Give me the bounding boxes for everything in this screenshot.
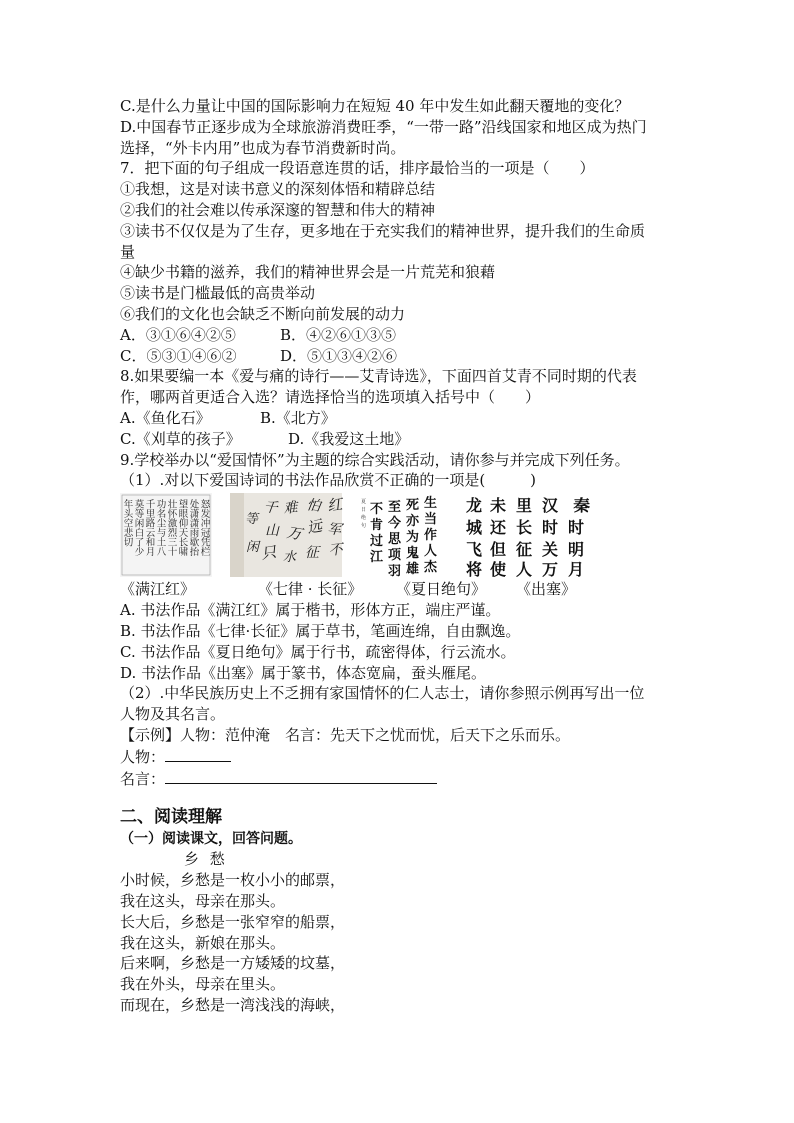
poem-line-4: 我在这头，新娘在那头。 [120,933,286,952]
poem-line-1: 小时候，乡愁是一枚小小的邮票， [120,871,346,890]
caption-chusai: 《出塞》 [516,580,577,599]
svg-text:生: 生 [424,496,438,512]
svg-text:远: 远 [305,516,324,538]
svg-text:人: 人 [424,544,438,560]
svg-text:时: 时 [568,518,585,538]
svg-text:难: 难 [282,499,299,518]
svg-text:长: 长 [516,518,533,538]
calligraphy-xiari-jueju-image [360,493,444,580]
svg-text:秦: 秦 [573,496,591,516]
q6-option-c: C.是什么力量让中国的国际影响力在短短 40 年中发生如此翻天覆地的变化？ [120,97,630,115]
svg-text:当: 当 [424,512,438,528]
caption-manjianghong: 《满江红》 [120,580,196,599]
q6-option-d-line2: 选择，“外卡内用”也成为春节消费新时尚。 [120,138,406,157]
svg-text:莫等闲白了少: 莫等闲白了少 [132,499,144,557]
svg-text:年头空悲切: 年头空悲切 [121,499,133,547]
svg-text:明: 明 [568,540,585,560]
q7-item-1: ①我想，这是对读书意义的深刻体悟和精辟总结 [120,180,436,199]
svg-text:亦: 亦 [406,514,420,530]
svg-text:里: 里 [516,496,533,516]
poem-line-5: 后来啊，乡愁是一方矮矮的坟墓， [120,954,346,973]
svg-text:江: 江 [370,550,384,566]
svg-text:为: 为 [406,530,420,546]
svg-text:人: 人 [516,560,533,580]
poem-title: 乡 愁 [184,850,228,869]
document-page [120,96,680,1016]
svg-text:万: 万 [285,523,304,544]
svg-text:只: 只 [259,542,278,564]
svg-text:作: 作 [424,528,438,544]
q7-item-4: ④缺少书籍的滋养，我们的精神世界会是一片荒芜和狼藉 [120,263,496,282]
svg-text:至: 至 [388,500,402,516]
q7-options-cd [120,346,680,367]
svg-text:千: 千 [262,499,279,517]
q9-sub2-line2: 人物及其名言。 [120,705,226,724]
svg-text:未: 未 [490,496,507,516]
svg-text:龙: 龙 [466,496,483,516]
svg-text:闲: 闲 [246,540,260,556]
svg-text:壮怀激烈三十: 壮怀激烈三十 [165,499,177,557]
caption-qilv-changzheng: 《七律 · 长征》 [258,580,363,599]
q7-stem: 7．把下面的句子组成一段语意连贯的话，排序最恰当的一项是（ ） [120,159,595,178]
q8-option-a: A.《鱼化石》 [120,408,211,427]
q8-option-d: D.《我爱这土地》 [288,429,410,448]
svg-text:处潇潇雨歇抬: 处潇潇雨歇抬 [187,499,199,557]
svg-text:句: 句 [361,523,367,530]
svg-text:雄: 雄 [406,562,420,578]
q9-option-b: B. 书法作品《七律·长征》属于草书，笔画连绵，自由飘逸。 [120,621,521,640]
svg-text:征: 征 [516,540,533,560]
svg-text:万: 万 [542,560,559,580]
calligraphy-qilv-changzheng-image [230,493,342,577]
svg-text:不: 不 [370,502,384,518]
svg-text:思: 思 [388,532,402,548]
svg-text:杰: 杰 [424,560,438,576]
svg-text:过: 过 [370,534,384,550]
q7-option-b: B．④②⑥①③⑤ [280,325,397,344]
q8-options-ab [120,408,680,429]
q8-option-b: B.《北方》 [260,408,336,427]
svg-text:时: 时 [542,518,559,538]
poem-line-2: 我在这头，母亲在那头。 [120,891,286,910]
svg-text:将: 将 [466,560,483,580]
svg-text:功名尘与土八: 功名尘与土八 [154,499,166,557]
quote-answer-blank[interactable] [165,768,437,784]
person-answer-row [120,746,680,768]
svg-text:飞: 飞 [466,540,483,560]
svg-text:军: 军 [326,521,343,539]
q9-example: 【示例】人物：范仲淹 名言：先天下之忧而忧，后天下之乐而乐。 [120,725,571,744]
svg-text:望眼仰天长啸: 望眼仰天长啸 [176,499,188,557]
q9-stem: 9.学校举办以“爱国情怀”为主题的综合实践活动，请你参与并完成下列任务。 [120,450,630,469]
quote-answer-row [120,768,680,790]
q7-option-d: D．⑤①③④②⑥ [280,346,398,365]
reading-subheading: （一）阅读课文，回答问题。 [120,831,302,848]
calligraphy-manjianghong-image [120,493,212,577]
person-answer-blank[interactable] [165,746,231,762]
svg-text:山: 山 [265,523,279,540]
calli1-col1: 怒发冲冠凭栏 [198,499,210,557]
svg-text:但: 但 [490,540,507,560]
q7-item-2: ②我们的社会难以传承深邃的智慧和伟大的精神 [120,200,436,219]
svg-text:月: 月 [568,560,585,580]
q8-stem-line2: 作，哪两首更适合入选？请选择恰当的选项填入括号中（ ） [120,388,541,407]
svg-text:肯: 肯 [370,518,384,534]
svg-text:城: 城 [466,518,483,538]
svg-text:红: 红 [326,495,344,516]
svg-text:日: 日 [361,507,367,514]
svg-text:项: 项 [388,548,402,564]
svg-text:今: 今 [388,516,402,532]
caption-xiari-jueju: 《夏日绝句》 [396,580,487,599]
q7-option-a: A．③①⑥④②⑤ [120,325,236,344]
svg-text:死: 死 [406,498,420,514]
q7-option-c: C．⑤③①④⑥② [120,346,237,365]
svg-text:千里路云和月: 千里路云和月 [143,499,155,557]
calligraphy-images [120,493,680,579]
q7-item-3: ③读书不仅仅是为了生存，更多地在于充实我们的精神世界，提升我们的生命质 [120,221,646,240]
svg-text:鬼: 鬼 [406,546,420,562]
calligraphy-captions [120,579,680,600]
person-label: 人物： [120,747,166,766]
svg-text:还: 还 [490,518,507,538]
poem-line-3: 长大后，乡愁是一张窄窄的船票， [120,912,346,931]
poem-line-7: 而现在，乡愁是一湾浅浅的海峡， [120,995,346,1014]
q6-option-d-line1: D.中国春节正逐步成为全球旅游消费旺季，“一带一路”沿线国家和地区成为热门 [120,117,647,136]
q7-item-6: ⑥我们的文化也会缺乏不断向前发展的动力 [120,304,406,323]
q8-option-c: C.《刈草的孩子》 [120,429,241,448]
q9-sub2-line1: （2）.中华民族历史上不乏拥有家国情怀的仁人志士，请你参照示例再写出一位 [120,684,645,703]
q8-stem-line1: 8.如果要编一本《爱与痛的诗行——艾青诗选》，下面四首艾青不同时期的代表 [120,367,637,386]
svg-text:绝: 绝 [361,515,367,522]
svg-text:夏: 夏 [361,499,367,506]
svg-text:不: 不 [327,541,344,560]
svg-text:使: 使 [490,560,507,580]
q9-option-a: A. 书法作品《满江红》属于楷书，形体方正，端庄严谨。 [120,601,501,620]
q8-options-cd [120,429,680,450]
calligraphy-chusai-image [462,493,591,580]
svg-text:关: 关 [542,540,559,560]
q7-options-ab [120,325,680,346]
svg-text:汉: 汉 [542,496,559,516]
svg-text:羽: 羽 [388,564,402,580]
section-heading: 二、阅读理解 [120,807,222,828]
q9-option-c: C. 书法作品《夏日绝句》属于行书，疏密得体，行云流水。 [120,642,516,661]
q9-option-d: D. 书法作品《出塞》属于篆书，体态宽扁，蚕头雁尾。 [120,663,487,682]
svg-text:怕: 怕 [305,497,322,516]
svg-text:征: 征 [305,545,319,562]
q7-item-3-cont: 量 [120,242,136,261]
poem-line-6: 我在外头，母亲在里头。 [120,975,286,994]
q9-sub1-stem: （1）.对以下爱国诗词的书法作品欣赏不正确的一项是( ) [120,471,537,490]
quote-label: 名言： [120,769,166,788]
svg-text:水: 水 [283,550,297,566]
q7-item-5: ⑤读书是门槛最低的高贵举动 [120,284,316,303]
svg-text:等: 等 [245,512,259,528]
